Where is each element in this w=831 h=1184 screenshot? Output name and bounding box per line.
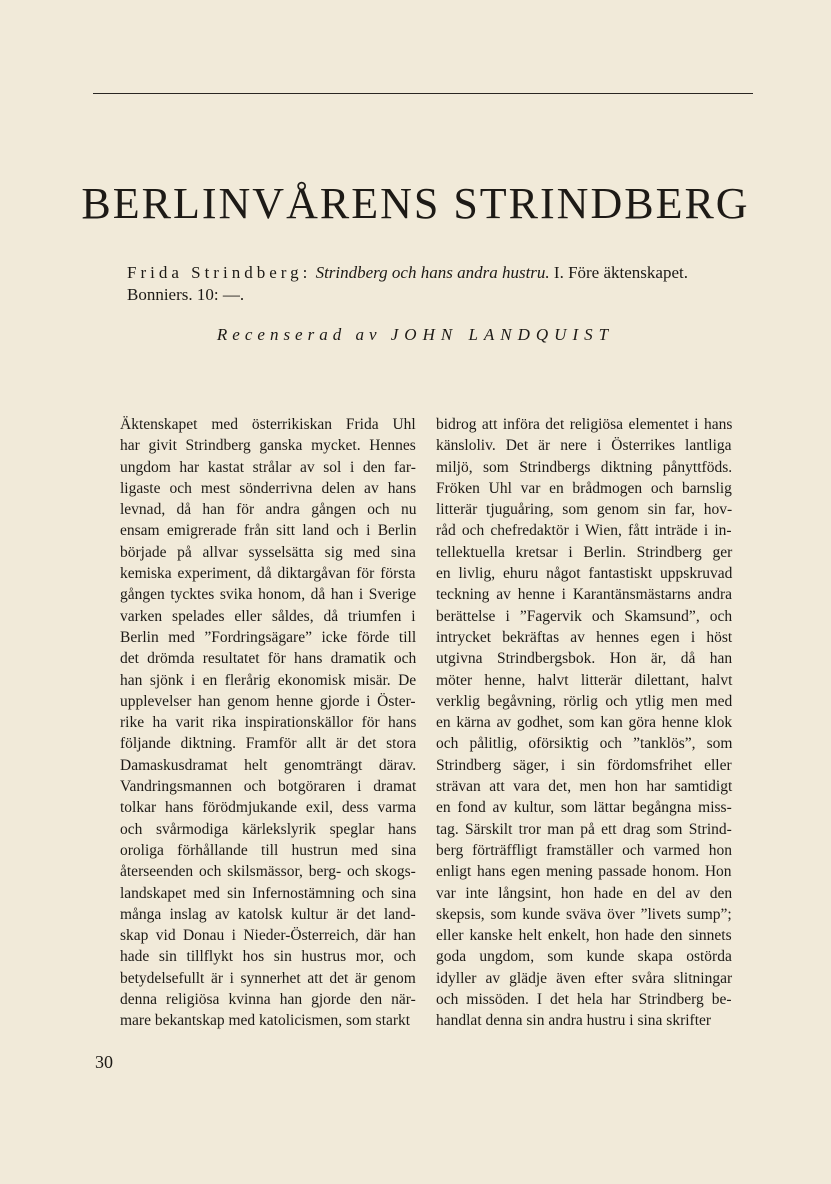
- book-volume: I. Före äktenskapet.: [549, 263, 688, 282]
- left-column: [120, 414, 416, 1032]
- text-line: landskapet med sin Infernostämning och sina: [120, 884, 417, 902]
- text-line: ungdom har kastat strålar av sol i den far-: [120, 458, 416, 476]
- reviewer-name: JOHN LANDQUIST: [390, 325, 615, 344]
- text-line: och pålitlig, oförsiktig och ”tanklös”, som: [436, 735, 733, 753]
- text-line: han sjönk i en flerårig ekonomisk misär. De: [120, 671, 417, 689]
- text-line: följande diktning. Framför allt är det stora: [120, 735, 417, 753]
- text-line: verklig begåvning, rörlig och ytlig men med: [436, 692, 733, 710]
- right-column: [436, 414, 732, 1032]
- text-line: skepsis, som kunde sväva över ”livets sump”;: [436, 905, 732, 923]
- text-line: många inslag av katolsk kultur är det land-: [120, 905, 416, 923]
- text-line: skap vid Donau i Nieder-Österreich, där han: [120, 927, 416, 945]
- text-line: Vandringsmannen och botgöraren i dramat: [120, 778, 417, 796]
- text-line: berg förträffligt framställer och varmed hon: [436, 841, 733, 859]
- text-line: hade sin tillflykt hos sin hustrus mor, och: [120, 948, 416, 966]
- text-line: tag. Särskilt tror man på ett drag som Strind-: [436, 820, 732, 838]
- text-line: Äktenskapet med österrikiskan Frida Uhl: [120, 416, 416, 433]
- text-line: betydelsefullt är i synnerhet att det är genom: [120, 969, 416, 987]
- text-line: var inte långsint, hon hade en del av den: [436, 884, 733, 902]
- text-line: en livlig, ehuru något fantastiskt uppskruvad: [436, 565, 733, 583]
- book-title: Strindberg och hans andra hustru.: [315, 263, 550, 282]
- article-title: BERLINVÅRENS STRINDBERG: [81, 179, 750, 228]
- text-line: varken spelades eller såldes, då triumfen i: [120, 607, 416, 625]
- text-line: utgivna Strindbergsbok. Hon är, då han: [436, 650, 733, 668]
- text-line: ligaste och mest sönderrivna delen av hans: [120, 479, 417, 497]
- text-line: denna religiösa kvinna han gjorde den när-: [120, 991, 416, 1009]
- text-line: eller kanske helt enkelt, hon hade den sinnets: [436, 927, 732, 945]
- text-line: miljö, som Strindbergs diktning pånyttföds.: [436, 458, 733, 476]
- text-line: det drömda resultatet för hans dramatik och: [120, 650, 417, 668]
- text-line: en fond av kultur, som lättar begångna miss-: [436, 799, 732, 817]
- text-line: litterär tjuguåring, som genom sin far, hov-: [436, 501, 733, 519]
- text-line: tolkar hans förödmjukande exil, dess varma: [120, 799, 417, 817]
- text-line: berättelse i ”Fagervik och Skamsund”, och: [436, 607, 733, 625]
- text-line: strävan att vara det, men hon har samtidigt: [436, 778, 733, 796]
- book-author: Frida Strindberg:: [127, 263, 312, 282]
- text-line: oroliga förhållande till hustrun med sina: [120, 841, 417, 859]
- text-line: råd och chefredaktör i Wien, fått inträde i in-: [436, 522, 732, 540]
- text-line: bidrog att införa det religiösa elementet i hans: [436, 416, 733, 433]
- text-line: återseenden och skilsmässor, berg- och skogs-: [120, 863, 416, 881]
- text-line: har givit Strindberg ganska mycket. Hennes: [120, 437, 416, 455]
- bibliography: [127, 262, 727, 306]
- text-line: Strindberg säger, i sin fördomsfrihet eller: [436, 756, 732, 774]
- text-line: känsloliv. Det är nere i Österrikes lantliga: [436, 437, 732, 455]
- text-line: rike ha varit rika inspirationskällor för hans: [120, 714, 417, 732]
- text-line: ensam emigrerade från sitt land och i Berlin: [120, 522, 417, 540]
- text-line: intrycket bekräftas av hennes egen i höst: [436, 628, 733, 646]
- text-line: Berlin med ”Fordringsägare” icke förde till: [120, 628, 417, 646]
- text-line: och svårmodiga kärlekslyrik speglar hans: [120, 820, 417, 838]
- text-line: och missöden. I det hela har Strindberg be-: [436, 991, 732, 1009]
- text-line: gången tycktes svika honom, då han i Sverige: [120, 586, 417, 604]
- text-line: mare bekantskap med katolicismen, som starkt: [120, 1012, 411, 1030]
- header-rule: [93, 93, 753, 94]
- text-line: kemiska experiment, då diktargåvan för första: [120, 565, 416, 583]
- text-line: tellektuella kretsar i Berlin. Strindberg ger: [436, 543, 733, 561]
- reviewer-prefix: Recenserad av: [216, 325, 382, 344]
- reviewer-line: [0, 324, 831, 346]
- text-line: möter henne, halvt litterär dilettant, halvt: [436, 671, 733, 689]
- text-line: handlat denna sin andra hustru i sina skrifter: [436, 1012, 712, 1030]
- text-line: upplevelser han genom henne gjorde i Öster-: [120, 692, 416, 710]
- text-line: Damaskusdramat helt genomträngt därav.: [120, 756, 417, 774]
- text-line: en kärna av godhet, som kan göra henne klok: [436, 714, 733, 732]
- text-line: goda ungdom, som kunde skapa ostörda: [436, 948, 732, 966]
- text-line: levnad, då han för andra gången och nu: [120, 501, 417, 519]
- text-line: idyller av glädje även efter svåra slitningar: [436, 969, 733, 987]
- page-number: 30: [95, 1052, 113, 1072]
- book-publisher: Bonniers. 10: —.: [127, 285, 245, 304]
- text-line: Fröken Uhl var en brådmogen och barnslig: [436, 479, 732, 497]
- text-line: enligt hans egen mening passade honom. Hon: [436, 863, 732, 881]
- text-line: teckning av henne i Karantänsmästarns andra: [436, 586, 733, 604]
- text-line: började på allvar sysselsätta sig med sina: [120, 543, 416, 561]
